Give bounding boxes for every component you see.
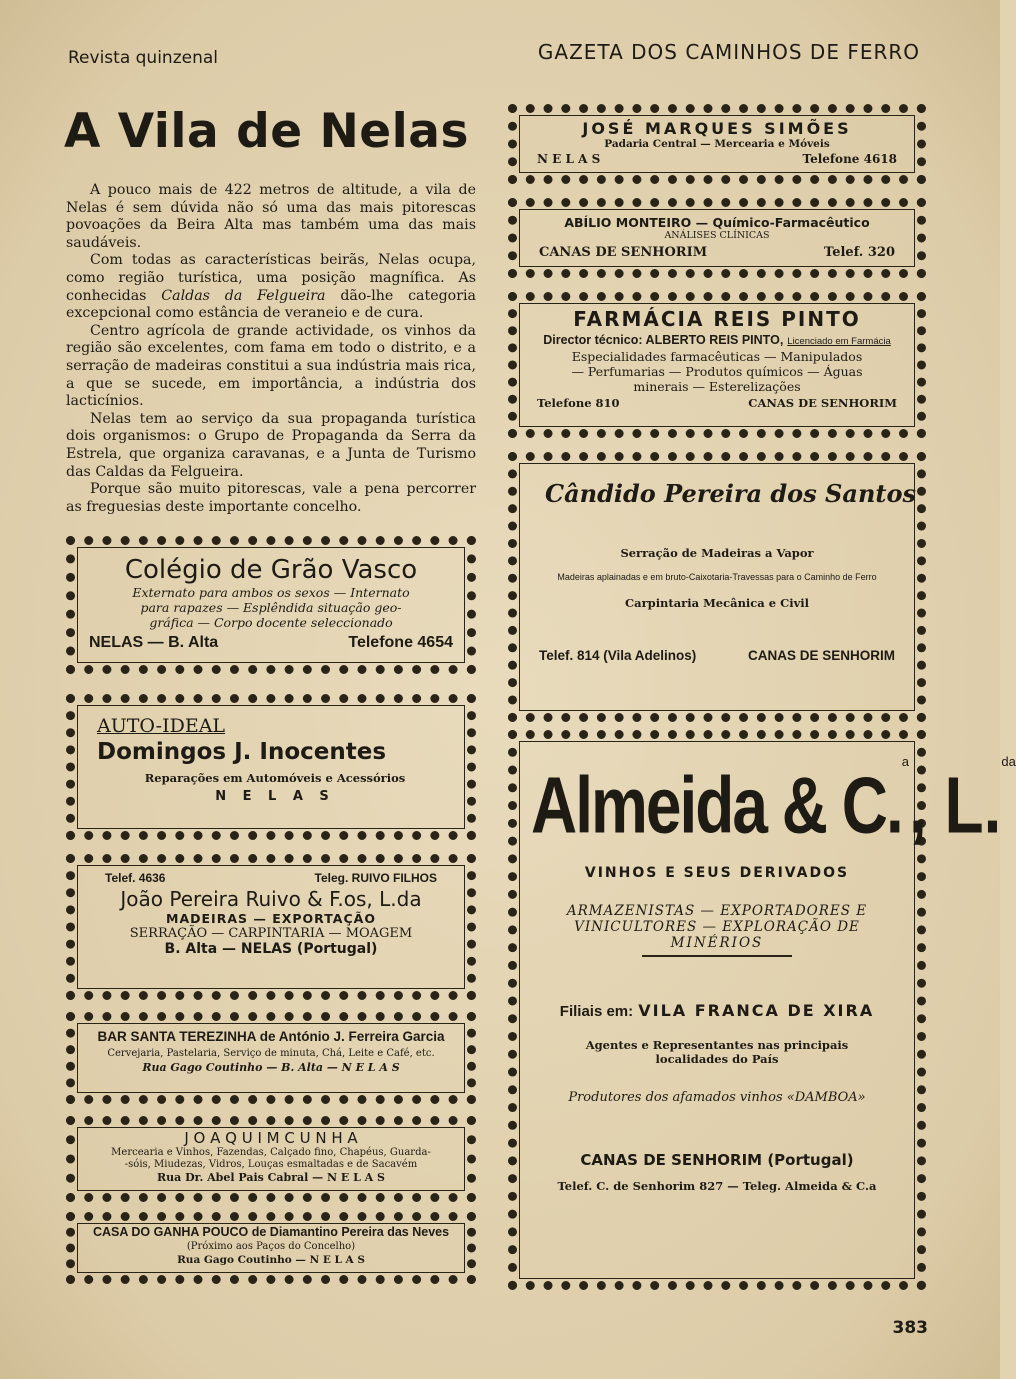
ad-title: CASA DO GANHA POUCO de Diamantino Pereira das Neves [92, 1225, 450, 1239]
ad-line: Serração de Madeiras a Vapor [620, 546, 814, 560]
ad-line: Especialidades farmacêuticas — Manipulados [571, 349, 863, 364]
ad-contact: Telef. C. de Senhorim 827 — Teleg. Almeida & C.a [557, 1179, 877, 1193]
ad-line: gráfica — Corpo docente seleccionado [149, 615, 393, 630]
text-run: Com todas as características beirãs, Nelas ocupa, como região turística, uma posição magnífica. As conhecidas [66, 252, 476, 304]
ad-phone: Telefone 4618 [802, 152, 897, 166]
ad-farmacia-reis-pinto [508, 292, 926, 438]
ad-abilio-monteiro [508, 198, 926, 278]
ad-line: localidades do País [655, 1052, 779, 1066]
ad-line: (Próximo aos Paços do Concelho) [186, 1241, 356, 1252]
article-paragraph: Nelas tem ao serviço da sua propaganda turística dois organismos: o Grupo de Propaganda da Serra da Estrela, que organiza caravanas, e a Junta de Turismo das Caldas da Felgueira. [66, 410, 476, 480]
ad-line: Externato para ambos os sexos — Internato [132, 585, 410, 600]
ad-place: CANAS DE SENHORIM [539, 245, 708, 260]
ad-place: CANAS DE SENHORIM [748, 396, 897, 410]
ad-line: Madeiras aplainadas e em bruto-Caixotaria-Travessas para o Caminho de Ferro [557, 572, 877, 582]
ad-phone: Telefone 810 [537, 396, 620, 410]
ad-phone: Telef. 814 (Vila Adelinos) [539, 648, 697, 663]
ad-place: Rua Gago Coutinho — N E L A S [177, 1254, 365, 1266]
ad-ganha-pouco [66, 1212, 476, 1284]
ad-title: Colégio de Grão Vasco [124, 555, 418, 585]
ad-title-block [531, 754, 1016, 850]
ad-title: Almeida & C. [531, 760, 902, 850]
article-paragraph [66, 252, 476, 322]
ad-licenciado: Licenciado em Farmácia [787, 336, 891, 347]
article-paragraph: Porque são muito pitorescas, vale a pena percorrer as freguesias deste importante concelho. [66, 481, 476, 515]
ad-title: JOSÉ MARQUES SIMÕES [582, 119, 852, 138]
ad-director: Director técnico: ALBERTO REIS PINTO, [543, 333, 784, 347]
ad-title: ABÍLIO MONTEIRO — Químico-Farmacêutico [564, 215, 870, 230]
ad-teleg: Teleg. RUIVO FILHOS [314, 871, 437, 885]
ad-phone: Telefone 4654 [348, 634, 453, 651]
ad-line: SERRAÇÃO — CARPINTARIA — MOAGEM [129, 926, 413, 941]
ad-phone: Telef. 4636 [105, 871, 166, 885]
ad-santa-terezinha [66, 1012, 476, 1104]
ad-line: minerais — Esterelizações [633, 379, 801, 394]
ad-title: João Pereira Ruivo & F.os, L.da [120, 887, 422, 911]
article-body [66, 182, 476, 516]
page-number: 383 [892, 1318, 928, 1338]
ad-line: Mercearia e Vinhos, Fazendas, Calçado fino, Chapéus, Guarda- [111, 1147, 431, 1158]
ad-line: -sóis, Miudezas, Vidros, Louças esmaltadas e de Sacavém [124, 1159, 418, 1170]
ad-line: VINHOS E SEUS DERIVADOS [584, 865, 850, 881]
header-left: Revista quinzenal [68, 48, 218, 68]
ad-title-sep: , L. [908, 760, 1002, 850]
ad-title: Domingos J. Inocentes [97, 739, 387, 765]
ad-line: Carpintaria Mecânica e Civil [624, 596, 810, 610]
ad-place: B. Alta — NELAS (Portugal) [164, 941, 378, 957]
ad-line: VINICULTORES — EXPLORAÇÃO DE [574, 919, 860, 935]
divider [642, 955, 792, 957]
ad-line: Produtores dos afamados vinhos «DAMBOA» [568, 1090, 866, 1105]
ad-director-row [531, 332, 903, 347]
header-right: GAZETA DOS CAMINHOS DE FERRO [537, 40, 920, 64]
article-paragraph: A pouco mais de 422 metros de altitude, a vila de Nelas é sem dúvida não só uma das mais pitorescas povoações da Beira Alta mas também uma das mais saudáveis. [66, 182, 476, 251]
text-run: dão-lhe categoria excepcional como estância de veraneio e de cura. [66, 287, 476, 322]
article-paragraph: Centro agrícola de grande actividade, os vinhos da região são excelentes, com fama em todo o distrito, e a serração de madeiras constitui a sua indústria mais rica, a que se sucede, em importância, a indústria dos lacticínios. [66, 322, 476, 410]
article-title: A Vila de Nelas [64, 104, 469, 159]
ad-title: J O A Q U I M C U N H A [184, 1129, 358, 1147]
ad-place: N E L A S [215, 789, 335, 804]
ad-title: FARMÁCIA REIS PINTO [573, 307, 861, 331]
ad-filiais-place: VILA FRANCA DE XIRA [638, 1001, 875, 1020]
ad-line: ARMAZENISTAS — EXPORTADORES E [566, 903, 868, 919]
ad-place: Rua Dr. Abel Pais Cabral — N E L A S [157, 1171, 385, 1184]
ad-title-sup: a [901, 754, 909, 769]
ad-line: Agentes e Representantes nas principais [585, 1038, 849, 1052]
ad-title: BAR SANTA TEREZINHA de António J. Ferreira Garcia [97, 1029, 445, 1044]
ad-filiais: Filiais em: [559, 1003, 634, 1020]
ad-candido-pereira [508, 452, 926, 722]
ad-filiais-row [531, 1001, 903, 1020]
ad-almeida [508, 730, 1016, 1290]
ad-brand: AUTO-IDEAL [97, 715, 226, 737]
ad-line: Cervejaria, Pastelaria, Serviço de minuta, Chá, Leite e Café, etc. [107, 1048, 435, 1059]
ad-place: CANAS DE SENHORIM (Portugal) [580, 1151, 854, 1169]
ad-phone: Telef. 320 [824, 245, 895, 260]
ad-title-sup: da [1001, 754, 1016, 769]
ad-title: Cândido Pereira dos Santos [545, 479, 916, 508]
ad-jose-marques [508, 104, 926, 184]
ad-ruivo [66, 854, 476, 1000]
ad-line: para rapazes — Esplêndida situação geo- [140, 600, 402, 615]
ad-grao-vasco [66, 536, 476, 674]
ad-place: Rua Gago Coutinho — B. Alta — N E L A S [142, 1061, 400, 1074]
ad-line: ANÁLISES CLÍNICAS [664, 230, 770, 241]
ad-auto-ideal [66, 694, 476, 840]
ad-joaquim-cunha [66, 1116, 476, 1202]
ad-line: MADEIRAS — EXPORTAÇÃO [166, 911, 376, 926]
ad-line: Reparações em Automóveis e Acessórios [144, 771, 406, 785]
ad-line: MINÉRIOS [670, 935, 764, 951]
ad-place: NELAS — B. Alta [89, 634, 219, 651]
text-run-italic: Caldas da Felgueira [161, 287, 326, 304]
ad-place: N E L A S [537, 152, 601, 166]
ad-line: Padaria Central — Mercearia e Móveis [604, 138, 830, 150]
ad-place: CANAS DE SENHORIM [747, 648, 895, 663]
ad-line: — Perfumarias — Produtos químicos — Águas [571, 364, 863, 379]
